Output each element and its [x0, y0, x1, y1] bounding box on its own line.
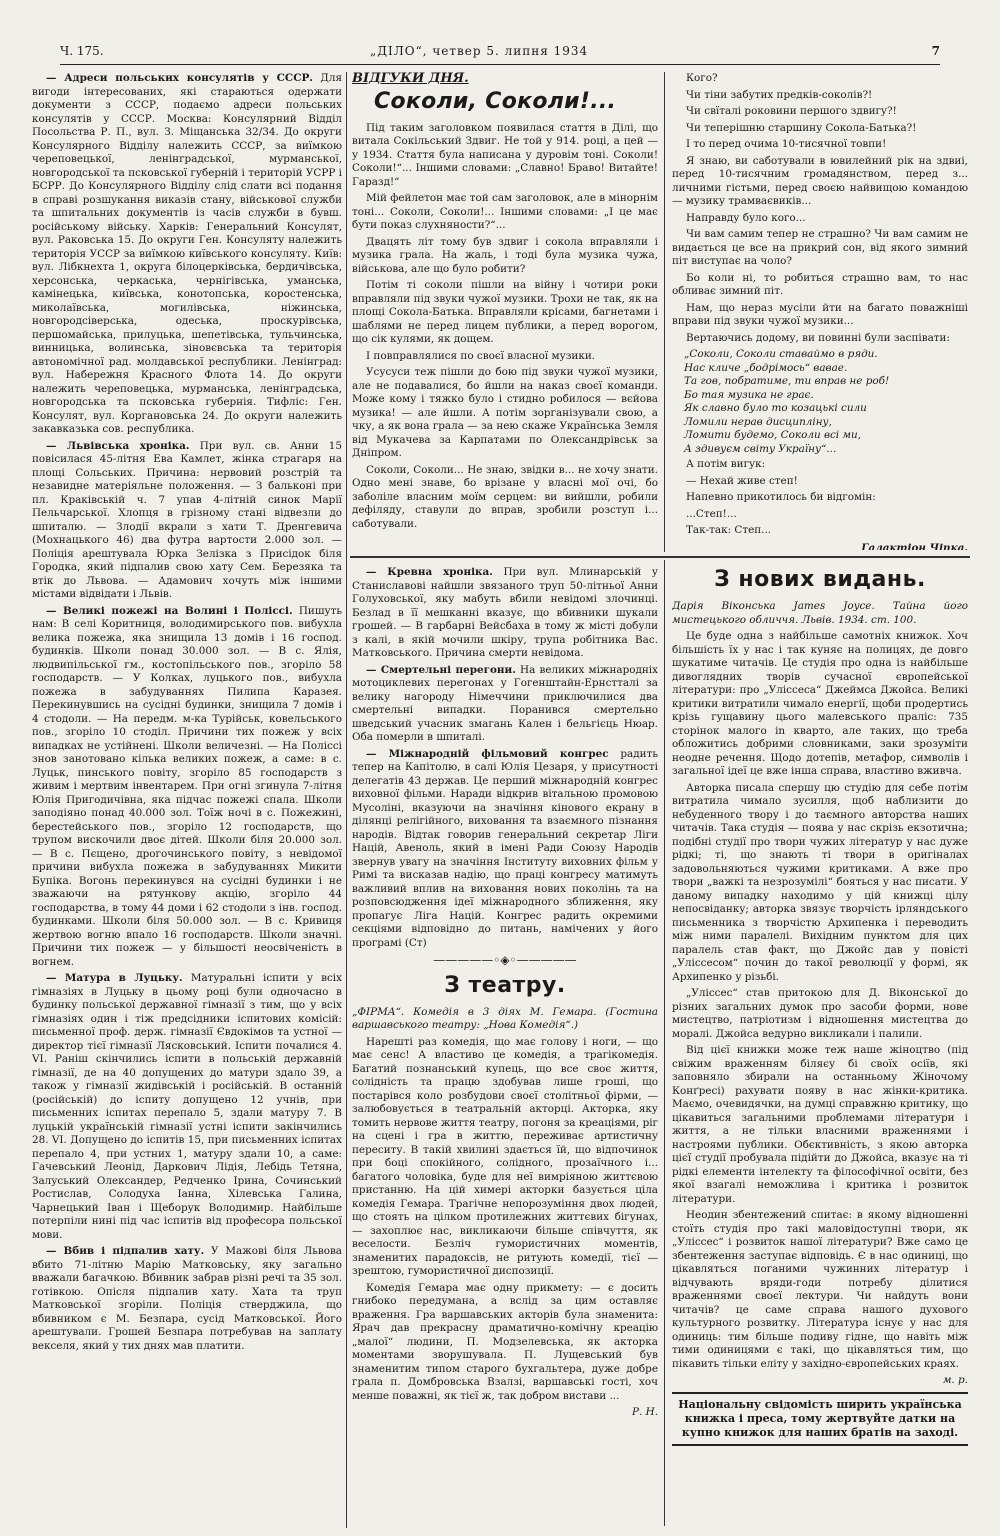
paragraph: Направду було кого... — [686, 211, 806, 224]
news-item-text: При вул. Млинарській у Станиславові найшли звязаного труп 50-літньої Анни Голуховської, яку мабуть вбили невідомі злочинці. Безлад в її мешканні вказує, що вбивники шукали грошей. — В гарбарні Вейсбаха в тому ж місті добули з калі, в якій мочили шкіру, трупа робітника Вас. Матковського. Причина смерти невідома. — [352, 566, 658, 659]
ending-line: — Нехай живе степ! — [686, 474, 798, 487]
question-line: Чи свїталі роковини першого здвигу?! — [686, 105, 897, 117]
news-item-title: — Кревна хроніка. — [366, 566, 493, 578]
appeal-box: Національну свідомість ширить українська книжка і преса, тому жертвуйте датки на купно книжок для наших братів на заході. — [672, 1392, 968, 1446]
paragraph: Я знаю, ви саботували в ювилейний рік на здвиі, перед 10-тисячним громадянством, перед з... личними гістьми, перед своєю найвищою командою — музику трамваєвиків... — [672, 154, 968, 207]
feuilleton-continued-body — [672, 155, 968, 346]
verse-line: Ломити будемо, Соколи всі ми, — [684, 429, 862, 441]
rubric-label: ВІДГУКИ ДНЯ. — [352, 72, 469, 86]
news-item-text: Пишуть нам: В селі Коритниця, володимирського пов. вибухла велика пожежа, яка знищила 13 домів і 16 господ. будинків. Школи понад 30.000 зол. — В с. Ялія, людвипільської гм., костопільського пов., згоріло 58 господарств. — У Колках, луцького пов., вибухла пожежа в забудуваннях Пилипа Каразея. Перекинувшись на сусідні будинки, знищила 7 домів і 4 стодоли. — На передм. м-ка Турійськ, ковельського пов., згоріло 10 стоділ. Причини тих пожеж у всіх випадках не устійнені. Школи величезні. — На Поліссі знов занотовано кілька великих пожеж, а саме: в с. Луцьк, пинського повіту, згоріло 85 господарств з живим і мертвим інвентарем. При огні згинула 7-літня Юлія Пригодичівна, яка підчас пожежі спала. Школи заподіяно понад 40.000 зол. Тоїж ночі в с. Пожежині, берестейського пов., згоріло 12 господарств, що трупом вискочили двоє дітей. Школи біля 20.000 зол. — В с. Пєщено, дрогочинського повіту, з невідомої причини вибухла пожежа в забудуваннях Микити Бупіка. Вогонь перекинувся на сусідні будинки і не зважаючи на рятункову акцію, згоріло 44 господарства, в тому 44 доми і 62 стодоли з інв. господ. будинками. Школи біля 50.000 зол. — В с. Кривиця жертвою вогню впало 16 господарств. Школи значні. Причини тих пожеж — у більшості неосвіченість в вогнем. — [32, 604, 342, 968]
review-signature: Р. Н. — [632, 1406, 658, 1418]
news-item-title: — Міжнародній фільмовий конгрес — [366, 747, 609, 760]
column-divider — [664, 560, 665, 1526]
news-item-title: — Смертельні перегони. — [366, 663, 516, 676]
verse-line: „Соколи, Соколи ставаймо в ряди. — [684, 348, 878, 360]
news-item-text: У Мажові біля Львова вбито 71-літню Марію Матковську, яку загально вважали багачкою. Вбивник забрав різні речі та 35 зол. готівкою. Опісля підпалив хату. Хата та труп Матковської згоріли. Поліція стверджила, що вбивником є М. Безпара, сусід Матковської. Його арештували. Грошей Безпара потребував на заплату векселя, який у тих днях мав платити. — [32, 1245, 342, 1352]
paragraph: Усусуси теж пішли до бою під звуки чужої музики, але не подавалися, бо йшли на наказ своєї команди. Може кому і тяжко було і стидно робилося — вєйова музика! — але йшли. А потім зорганізували свою, а чку, а як вона грала — за нею скаже Українська Земля від Мукачева за Карпатами по Олександрівськ за Дніпром. — [352, 366, 658, 459]
news-item-title: — Великі пожежі на Волині і Поліссі. — [46, 604, 293, 617]
news-item-title: — Львівська хроніка. — [46, 439, 190, 452]
question-line: Чи тіни забутих предків-соколів?! — [686, 88, 873, 101]
ending-line: А потім вигук: — [686, 458, 766, 470]
ending-line: Так-так: Степ... — [686, 524, 772, 536]
review-intro: „ФІРМА“. Комедія в 3 діях М. Гемара. (Гостина варшавського театру: „Нова Комедія“.) — [352, 1005, 658, 1031]
paragraph: І повправлялися по своєї власної музики. — [366, 349, 596, 362]
news-item-text: Для вигоди інтересованих, які стараються одержати документи з СССР, подаємо адреси польських консулятів у СССР. Москва: Консулярний Відділ Посольства Р. П., вул. З. Міщанська 32/34. До округи Консулярного Відділу належить СССР, за виїмкою череповецької, ленінградської, мурманської, новгородської та псковської губерній і територій УСРР і БСРР. До Консулярного Відділу слід слати всі подання в справі розшукання виказів стану, військової служби та шпитальних документів із часів служби в бувш. російському війську. Харків: Генеральний Консулят, вул. Раковська 15. До округи Ген. Консуляту належить територія УССР за виїмкою київського консуляту. Київ: вул. Лібкнехта 1, округа білоцерківська, бердичівська, херсонська, черкаська, чернігівська, уманська, камінецька, київська, конотопська, коростенська, миколаївська, могилівська, ніжинська, новгородсіверська, одеська, проскурівська, першомайська, прилуцька, шепетівська, тульчинська, винницька, волинська, зіновєвська та територія автономічної рад. молдавської республики. Ленінград: вул. Набережня Красного Флота 14. До округи належить череповецька, мурманська, ленінградська, новгородська та псковська губернія. Тифліс: Ген. Консулят, вул. Коргановська 24. До округи належить закавказька сов. республика. — [32, 72, 342, 435]
question-lines — [672, 72, 968, 152]
column-news-middle — [352, 566, 658, 1524]
theatre-section-title: З театру. — [444, 972, 566, 998]
page-header — [60, 42, 940, 65]
author-byline: Галактіон Чіпка. — [861, 541, 968, 550]
paragraph: Вертаючись додому, ви повинні були заспівати: — [686, 331, 950, 344]
news-item — [32, 972, 342, 1242]
column-news-left — [32, 72, 342, 1524]
page-number: 7 — [931, 44, 940, 58]
news-item — [352, 566, 658, 661]
section-divider — [350, 556, 970, 558]
verse-line: А здивуєм світу Україну“... — [684, 442, 837, 455]
verse-line: Ломили нерав дисципліну, — [684, 415, 832, 428]
paragraph: Нам, що нераз мусіли йти на багато поважніші вправи під звуки чужої музики... — [672, 301, 968, 327]
column-divider — [346, 72, 347, 1528]
paragraph: Двацять літ тому був здвиг і сокола вправляли і музика грала. На жаль, і тоді була музика чужа, військова, але що було робити? — [352, 235, 658, 275]
column-divider — [664, 72, 665, 552]
paragraph: Авторка писала спершу цю студію для себе потім витратила чимало зусилля, щоб наблизити до небуденного твору і до таємного авторства наших читачів. Така студія — поява у нас скрізь екзотична; подібні студії про твори чужих літератур у нас дуже рідкі; ті, що знають ті твори в оригіналах задовольняються чужими критиками. А вже про твори „важкі та незрозумілі“ бояться у нас писати. У даному випадку находимо у цій книжці цілу непосвіданку; авторка звязує творчість ірляндського письменника з творчістю Архипенка і переводить між ними паралелі. Вихідним пунктом для цих паралель став факт, що Джойс дав у повісті „Уліссесом“ почин до такої революції у формі, як Архипенко у різьбі. — [672, 781, 968, 983]
news-item — [32, 1245, 342, 1353]
song-verse — [684, 348, 968, 456]
news-item — [32, 440, 342, 602]
paragraph: „Уліссес“ став притокою для Д. Віконської до різних загальних думок про засоби форми, нове мистецтво, патріотизм і відношення мистецтва до моралі. Джойса ведурно викликали і палили. — [672, 987, 968, 1040]
paragraph: Неодин збентежений спитає: в якому відношенні стоїть студія про такі маловідоступні твори, як „Уліссес“ і розвиток нашої літератури? Вже само це збентеження заступає відповідь. Є в нас одиниці, що цікавляться поганими чужинних літератур і відчувають вряди-годи потребу ділитися враженнями своєї лектури. Чи найдуть вони читачів? це саме справа нашого духового культурного розвитку. Література існує у нас для одиниць: тим більше подиву гідне, що навіть між тими одиницями є такі, що цікавляться тим, що пікавить тільки еліту у західно-європейських краях. — [672, 1209, 968, 1370]
issue-number: Ч. 175. — [60, 44, 104, 58]
question-line: Чи теперішню старшину Сокола-Батька?! — [686, 121, 917, 134]
verse-line: Нас кличе „бодрімось“ вавае. — [684, 361, 848, 374]
ending-line: Напевно прикотилось би відгомін: — [686, 491, 876, 503]
book-citation: Дарія Віконська James Joyce. Тайна його мистецького обличчя. Львів. 1934. ст. 100. — [672, 600, 968, 626]
news-item — [352, 748, 658, 951]
news-item-text: На великих міжнародніх мотоциклевих перегонах у Гогенштайн-Ернстталі за велику нагороду Німеччини приключилися два смертельні випадки. Поранився смертельно шведський учасник змагань Кален і бельгієць Нюар. Оба померли в шпиталі. — [352, 663, 658, 743]
feuilleton-body — [352, 122, 658, 532]
paragraph: Від цієї книжки може теж наше жіноцтво (під свіжим враженням біляєу бі своїх осіїв, які заповняло збирали на останньому Жіночому Конґресі) рахувати появу в нас жінки-критика. Маємо, очевидячки, на думці справжню критику, що цікавиться загальними проблемами літератури і життя, а не тільки власними враженнями і настроями публики. Обєктивність, з якою авторка цієї студії пробувала підійти до Джойса, вказує на ті рідкі елементи інтелекту та філософічної освіти, без якої взагалі неможлива і критика і розвиток літератури. — [672, 1044, 968, 1205]
news-item — [32, 605, 342, 970]
book-section-title: З нових видань. — [714, 567, 926, 592]
paragraph: Комедія Гемара має одну прикмету: — є досить гнибоко передумана, а вслід за цим оставляє враження. Гра варшавських акторів була знаменита: Ярач дав прекрасну драматично-комічну креацію „малої“ людини, П. Модзелевська, як акторка моментами зворушувала. П. Лущевський був знаменитим типом старого бухгальтера, дуже добре грала п. Домбровська Взалзі, варшавські гості, хоч менше поважні, як тієї ж, так добром вистави ... — [352, 1281, 658, 1402]
paragraph: Нарешті раз комедія, що має голову і ноги, — що має сенс! А властиво це комедія, а трагікомедія. Багатий познанський купець, що все своє життя, солідність та працю здобував лише гроші, що постарівся коло розбудови своєї столітньої фірми, — залюбовується в театральній акторці. Акторка, яку томить нервове життя театру, погоня за креаціями, ріг на сцені і гра в життю, переживає артистичну переситу. В такій хвилині здається їй, що відпочинок при боці спокійного, солідного, прозаїчного і... багатого чоловіка, буде для неї вимріяною життєвою пристанню. На цій химері акторки базується ціла комедія Гемара. Трагічне непорозуміння двох людей, що стоять на цілком протилежних життєвих бігунах, — захоплює нас, викликаючи більше співчуття, як веселости. Безліч гумористичних моментів, знаменитих парадоксів, не ритують комедії, тієї — зрештою, гумористичної диспозиції. — [352, 1035, 658, 1277]
news-items — [352, 566, 658, 950]
verse-line: Бо тая музика не грає. — [684, 388, 814, 401]
question-line: Кого? — [686, 72, 718, 84]
news-item — [32, 72, 342, 437]
news-item-title: — Адреси польських консулятів у СССР. — [46, 72, 313, 84]
verse-line: Як славно було то козацькі сили — [684, 402, 867, 414]
paragraph: Чи вам самим тепер не страшно? Чи вам самим не видається це все на прикрий сон, від якого зимний піт виступає на чоло? — [672, 228, 968, 267]
news-item-text: радить тепер на Капітолю, в салі Юлія Цезаря, у присутності делегатів 43 держав. Це перший міжнародній конгрес виховної фільми. Наради відкрив вітальною промовою Мусоліні, вказуючи на значіння кінового екрану в ділянці релігійного, виховання та взаємного пізнання народів. Відтак говорив генеральний секретар Ліги Націй, Авеноль, який в імені Ради Союзу Народів звернув увагу на значіння Інституту виховних фільм у Римі та висказав надію, що праці конгресу матимуть важливий вплив на виховання нових поколінь та на розповсюдження ідеї міжнародного зближення, яку пропагує Ліга Націй. Конгрес радить окремими секціями відповідно до питань, намічених у його програмі (Ст) — [352, 747, 658, 949]
news-item-title: — Вбив і підпалив хату. — [46, 1245, 205, 1257]
paragraph: Це буде одна з найбільше самотніх книжок. Хоч більшість їх у нас і так куняє на полицях, де довго шукатиме читачів. Це студія про одна із найбільше дивоглядних творів сучасної європейської літератури: про „Уліссеса“ Джеймса Джойса. Великі критики витратили чимало енергії, щоби продертись крізь гущавину цього малевського праліс: 735 сторінок малого in кварто, але таких, що треба обложитись добрими словниками, заки зрозуміти неодне речення. Щодо дотепів, метафор, символів і загальної ідеї це вже інша справа, властиво вживча. — [672, 630, 968, 777]
feuilleton-title: Соколи, Соколи!... — [374, 88, 617, 114]
news-item-text: Матуральні іспити у всіх гімназіях в Луцьку в цьому році були одночасно в будинку польської державної гімназії з тим, що у всіх гімназіях один і тіж предсідники іспитових комісій: письменної проф. держ. гімназії Євдокімов та устної — директор тієї гімназії Лясковський. Іспити почалися 4. VI. Раніш скінчились іспити в польській державній гімназії, де на 40 допущених до матури здало 39, а також у гімназії жидівській і російській. В останній (російській) до іспиту допущено 12 учнів, при письменних іспитах перепало 5, здали матуру 7. В луцькій українській гімназії устні іспити закінчились 28. VI. Допущено до іспитів 15, при письменних іспитах перепало 4, при устних 1, матуру здали 10, а саме: Гачевський Леонід, Даркович Лідія, Лебідь Тетяна, Залуський Олександер, Редченко Ірина, Сочинський Ростислав, Солодуха Іанна, Хілевська Галина, Чарнецький Іван і Щеборук Володимир. Найбільше потерпіли нині під час іспитів від професора польської мови. — [32, 972, 342, 1241]
masthead: „ДІЛО“, четвер 5. липня 1934 — [370, 44, 589, 58]
paragraph: Потім ті соколи пішли на війну і чотири роки вправляли під звуки чужої музики. Трохи не так, як на площі Сокола-Батька. Вправляли крісами, багнетами і шаблями не перед лицем публики, а перед ворогом, що сік кулями, як дощем. — [352, 279, 658, 345]
paragraph: Соколи, Соколи... Не знаю, звідки в... не хочу знати. Одно мені знаве, бо врізане у власні мої очі, бо заболіле власним моїм серцем: ви вийшли, робили дефіляду, ставули до вправ, зробили розступ і... саботували. — [352, 463, 658, 530]
feuilleton-ending — [672, 458, 968, 538]
question-line: І то перед очима 10-тисячної товпи! — [686, 138, 887, 150]
theatre-review-body — [352, 1036, 658, 1404]
column-book-review — [672, 566, 968, 1524]
verse-line: Та гов, побратиме, ти вправ не роб! — [684, 375, 890, 387]
column-feuilleton — [352, 72, 658, 550]
paragraph: Мій фейлетон має той сам заголовок, але в мінорнім тоні... Соколи, Соколи!... Іншими словами: „І це має бути показ слухняности?“... — [352, 192, 658, 231]
ornament-divider: —————◦◈◦————— — [433, 953, 577, 967]
news-item-text: При вул. св. Анни 15 повісилася 45-літня Ева Камлет, жінка страгаря на площі Сольських. Причина: нервовий розстрій та незавидне матеріяльне положення. — З бальконі при пл. Краківській ч. 7 упав 4-літній синок Марії Пельчарської. Хлопця в грізному стані відвезли до шпиталю. — Злодії вкрали з хати Т. Дренгевича (Мохнацького 46) два футра вартости 2.000 зол. — Поліція арештувала Юрка Зелізка з Присідок біля Городка, який підпалив свою хату Сем. Березяка та втік до Львова. — Адамович хочуть між іншими містами відвідати і Львів. — [32, 439, 342, 600]
ending-line: ...Степ!... — [686, 507, 737, 520]
review-signature: м. р. — [942, 1374, 968, 1386]
column-feuilleton-continued — [672, 72, 968, 550]
news-item-title: — Матура в Луцьку. — [46, 972, 183, 984]
book-review-body — [672, 630, 968, 1371]
paragraph: Під таким заголовком появилася стаття в Ділі, що витала Сокільський Здвиг. Не той у 914. році, а цей — у 1934. Стаття була написана у дуровім тоні. Соколи! Соколи!“... Іншими словами: „Славно! Браво! Витайте! Гаразд!“ — [352, 121, 658, 188]
news-item — [352, 664, 658, 745]
paragraph: Бо коли ні, то робиться страшно вам, то нас обливає зимний піт. — [672, 271, 968, 297]
